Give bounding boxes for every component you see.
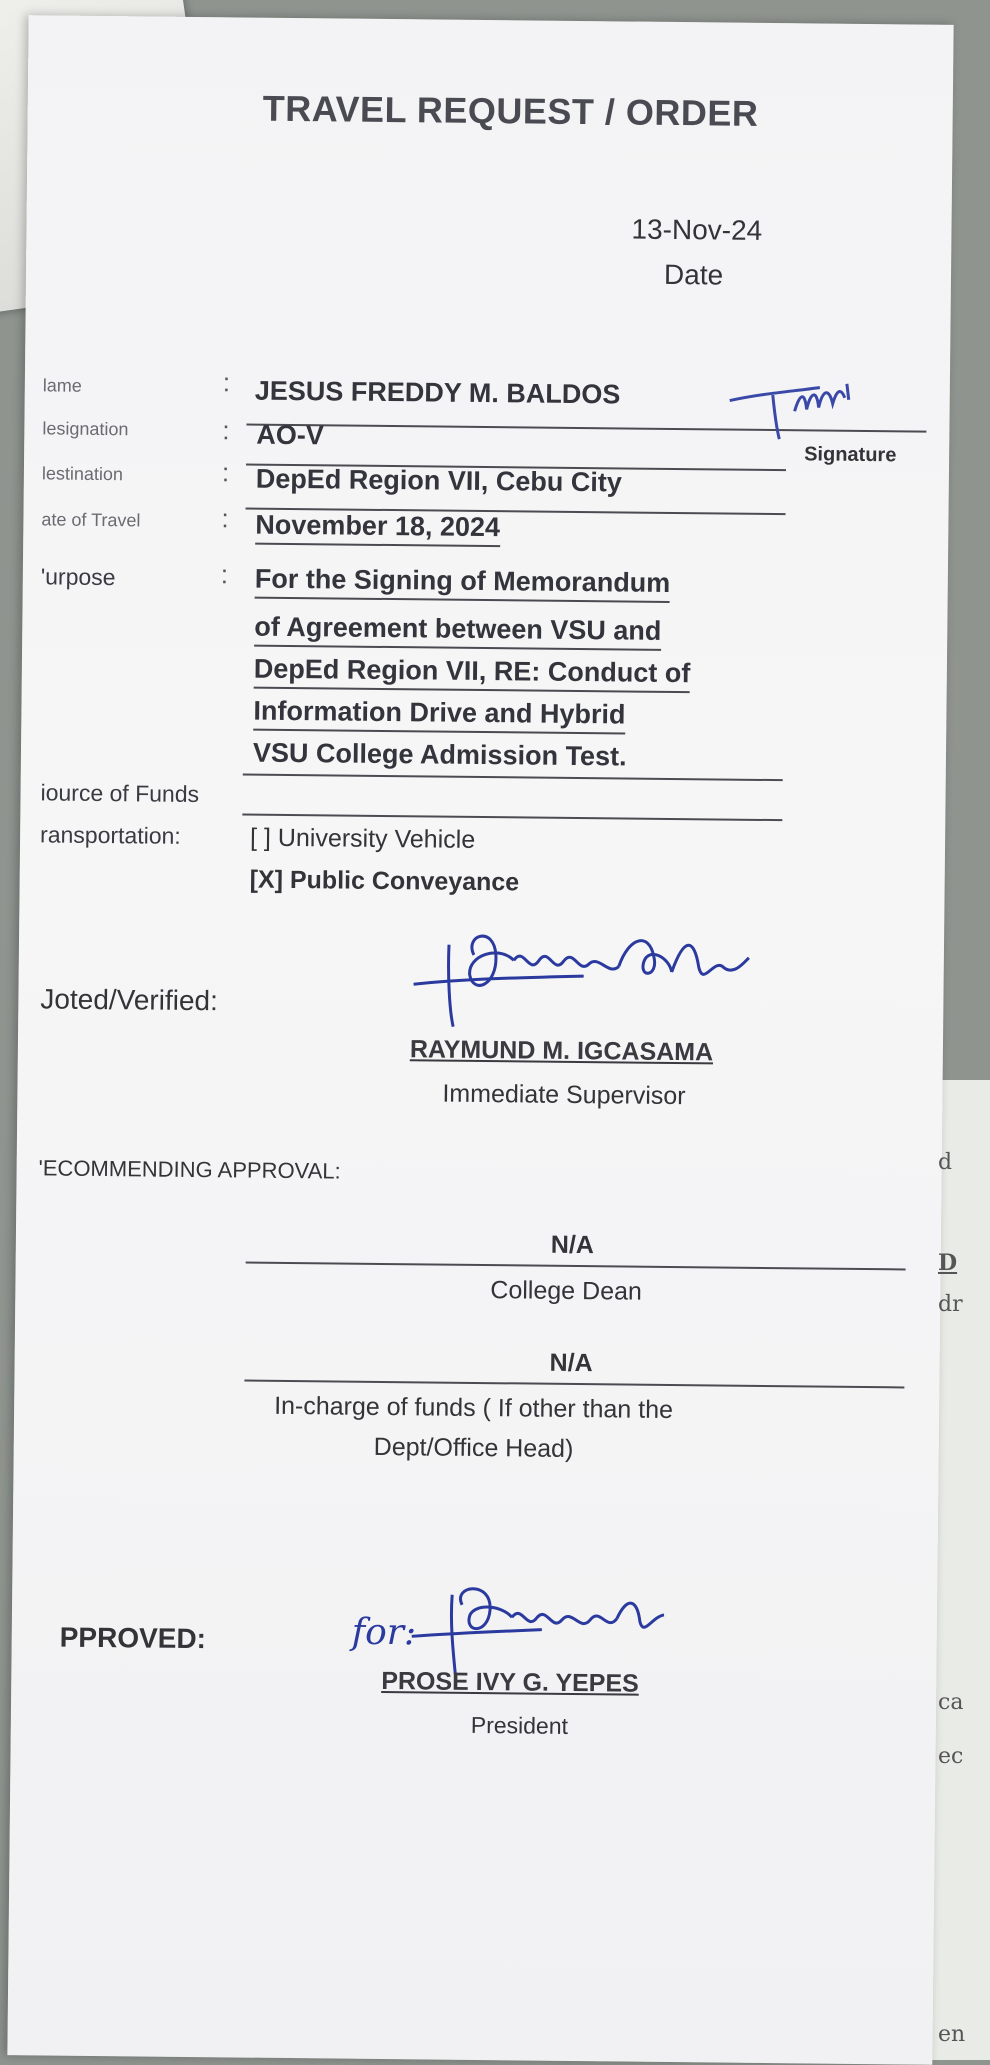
college-dean-value: N/A <box>550 1230 595 1260</box>
funds-incharge-line <box>244 1380 904 1389</box>
colon: : <box>221 503 229 534</box>
purpose-line-1: For the Signing of Memorandum <box>255 564 671 603</box>
purpose-line-2: of Agreement between VSU and <box>254 612 661 651</box>
name-label: lame <box>42 375 82 396</box>
document-page <box>7 15 953 2065</box>
supervisor-name: RAYMUND M. IGCASAMA <box>409 1035 714 1067</box>
date-of-travel-value: November 18, 2024 <box>255 510 500 548</box>
sig-prefix: for: <box>351 1611 417 1654</box>
purpose-line-4: Information Drive and Hybrid <box>253 696 625 735</box>
noted-verified-label: Joted/Verified: <box>40 983 219 1017</box>
edge-fragment-2: D <box>938 1250 958 1276</box>
transport-option-public: [X] Public Conveyance <box>249 865 520 897</box>
destination-value: DepEd Region VII, Cebu City <box>255 463 623 498</box>
source-of-funds-line <box>242 813 782 821</box>
source-of-funds-label: iource of Funds <box>40 779 200 808</box>
president-role: President <box>470 1711 569 1739</box>
designation-label: lesignation <box>42 418 129 440</box>
signature-label: Signature <box>804 443 897 467</box>
president-name: PROSE IVY G. YEPES <box>381 1666 639 1698</box>
transport-option-university: [ ] University Vehicle <box>249 823 476 854</box>
colon: : <box>220 559 229 590</box>
designation-value: AO-V <box>256 419 324 451</box>
date-label: Date <box>663 258 724 291</box>
college-dean-line <box>246 1262 906 1271</box>
edge-fragment-5: ec <box>938 1744 964 1769</box>
colon: : <box>221 457 230 488</box>
edge-fragment-6: en <box>938 2022 966 2047</box>
date-of-travel-label: ate of Travel <box>41 509 141 531</box>
date-value: 13-Nov-24 <box>631 213 763 246</box>
supervisor-role: Immediate Supervisor <box>442 1079 686 1111</box>
funds-incharge-role-2: Dept/Office Head) <box>373 1432 574 1463</box>
edge-fragment-1: d <box>938 1150 953 1175</box>
employee-signature <box>724 373 875 450</box>
purpose-label: 'urpose <box>40 563 116 591</box>
college-dean-role: College Dean <box>490 1276 643 1306</box>
colon: : <box>222 367 231 398</box>
edge-fragment-4: ca <box>938 1690 964 1715</box>
funds-incharge-value: N/A <box>549 1348 593 1378</box>
edge-fragment-3: dr <box>938 1292 963 1317</box>
recommending-approval-label: 'ECOMMENDING APPROVAL: <box>38 1155 341 1184</box>
purpose-line-5: VSU College Admission Test. <box>252 737 627 772</box>
colon: : <box>222 415 230 446</box>
document-title: TRAVEL REQUEST / ORDER <box>262 87 759 134</box>
funds-incharge-role-1: In-charge of funds ( If other than the <box>274 1391 674 1425</box>
transportation-label: ransportation: <box>39 821 181 849</box>
name-value: JESUS FREDDY M. BALDOS <box>254 375 621 410</box>
purpose-line-3: DepEd Region VII, RE: Conduct of <box>254 654 691 694</box>
destination-label: lestination <box>41 463 124 485</box>
approved-label: PPROVED: <box>59 1621 207 1655</box>
supervisor-signature <box>403 914 764 1043</box>
purpose-underline <box>243 773 783 781</box>
